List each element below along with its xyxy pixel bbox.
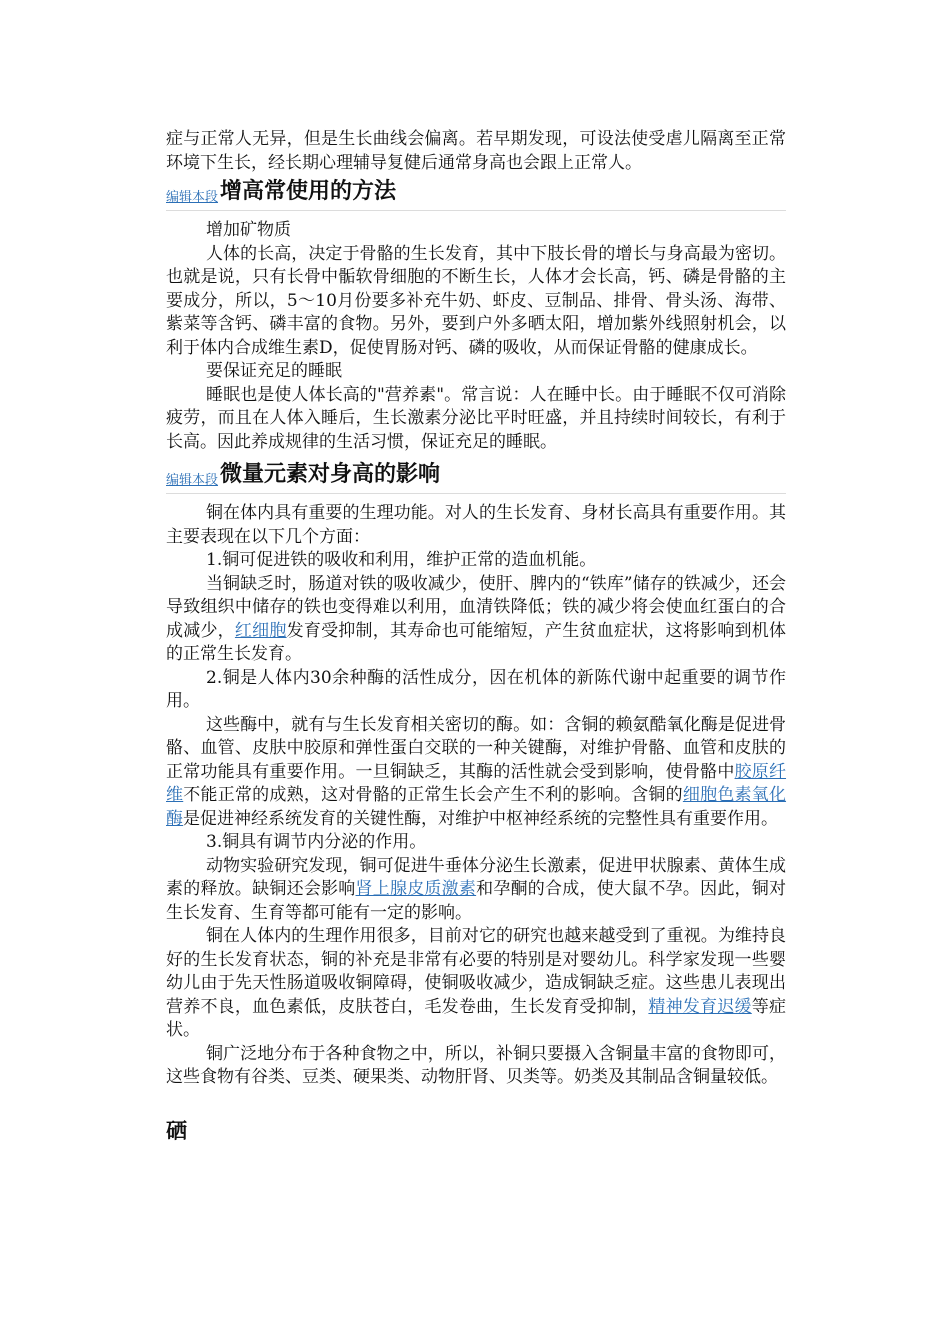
paragraph-copper-enzymes: 这些酶中，就有与生长发育相关密切的酶。如：含铜的赖氨酷氧化酶是促进骨骼、血管、皮肤中胶原和弹性蛋白交联的一种关键酶，对维护骨骼、血管和皮肤的正常功能具有重要作用。一旦铜缺乏，其酶的活性就会受到影响，使骨骼中胶原纤维不能正常的成熟，这对骨骼的正常生长会产生不利的影响。含铜的细胞色素氧化酶是促进神经系统发育的关键性酶，对维护中枢神经系统的完整性具有重要作用。 xyxy=(166,714,787,829)
section-header-trace-elements xyxy=(166,460,786,494)
list-item-copper-3: 3.铜具有调节内分泌的作用。 xyxy=(206,832,427,852)
link-collagen-fiber[interactable]: 胶原纤维 xyxy=(166,761,787,805)
subheading-minerals: 增加矿物质 xyxy=(206,220,291,240)
heading-selenium: 硒 xyxy=(166,1118,187,1143)
edit-section-link[interactable]: 编辑本段 xyxy=(166,473,219,488)
section-header-growth-methods xyxy=(166,177,786,211)
paragraph-copper-iron: 当铜缺乏时，肠道对铁的吸收减少，使肝、脾内的“铁库”储存的铁减少，还会导致组织中储存的铁也变得难以利用，血清铁降低；铁的减少将会使血红蛋白的合成减少，红细胞发育受抑制，其寿命也可能缩短，产生贫血症状，这将影响到机体的正常生长发育。 xyxy=(166,573,787,664)
paragraph-copper-intro: 铜在体内具有重要的生理功能。对人的生长发育、身材长高具有重要作用。其主要表现在以下几个方面： xyxy=(166,503,786,547)
intro-paragraph: 症与正常人无异，但是生长曲线会偏离。若早期发现，可设法使受虐儿隔离至正常环境下生长，经长期心理辅导复健后通常身高也会跟上正常人。 xyxy=(166,129,786,173)
paragraph-copper-endocrine: 动物实验研究发现，铜可促进牛垂体分泌生长激素，促进甲状腺素、黄体生成素的释放。缺铜还会影响肾上腺皮质激素和孕酮的合成，使大鼠不孕。因此，铜对生长发育、生育等都可能有一定的影响。 xyxy=(166,855,787,923)
link-mental-retardation[interactable]: 精神发育迟缓 xyxy=(648,996,752,1017)
paragraph-minerals: 人体的长高，决定于骨骼的生长发育，其中下肢长骨的增长与身高最为密切。也就是说，只有长骨中骺软骨细胞的不断生长，人体才会长高，钙、磷是骨骼的主要成分，所以，5～10月份要多补充牛奶、虾皮、豆制品、排骨、骨头汤、海带、紫菜等含钙、磷丰富的食物。另外，要到户外多晒太阳，增加紫外线照射机会，以利于体内合成维生素D，促使胃肠对钙、磷的吸收，从而保证骨骼的健康成长。 xyxy=(166,243,786,358)
paragraph-copper-research: 铜在人体内的生理作用很多，目前对它的研究也越来越受到了重视。为维持良好的生长发育状态，铜的补充是非常有必要的特别是对婴幼儿。科学家发现一些婴幼儿由于先天性肠道吸收铜障碍，使铜吸收减少，造成铜缺乏症。这些患儿表现出营养不良，血色素低，皮肤苍白，毛发卷曲，生长发育受抑制，精神发育迟缓等症状。 xyxy=(166,926,787,1040)
paragraph-copper-foods: 铜广泛地分布于各种食物之中，所以，补铜只要摄入含铜量丰富的食物即可，这些食物有谷类、豆类、硬果类、动物肝肾、贝类等。奶类及其制品含铜量较低。 xyxy=(166,1043,786,1087)
section-title: 增高常使用的方法 xyxy=(220,179,397,204)
list-item-copper-2: 2.铜是人体内30余种酶的活性成分，因在机体的新陈代谢中起重要的调节作用。 xyxy=(166,667,786,711)
paragraph-sleep: 睡眠也是使人体长高的"营养素"。常言说：人在睡中长。由于睡眠不仅可消除疲劳，而且在人体入睡后，生长激素分泌比平时旺盛，并且持续时间较长，有利于长高。因此养成规律的生活习惯，保证充足的睡眠。 xyxy=(166,384,786,452)
article-body xyxy=(166,128,786,1143)
section-title: 微量元素对身高的影响 xyxy=(220,462,441,487)
list-item-copper-1: 1.铜可促进铁的吸收和利用，维护正常的造血机能。 xyxy=(206,550,597,570)
link-cytochrome-oxidase[interactable]: 细胞色素氧化酶 xyxy=(166,785,787,829)
link-red-blood-cell[interactable]: 红细胞 xyxy=(234,620,287,641)
link-adrenocortical-hormone[interactable]: 肾上腺皮质激素 xyxy=(355,879,477,899)
subheading-sleep: 要保证充足的睡眠 xyxy=(206,361,342,381)
edit-section-link[interactable]: 编辑本段 xyxy=(166,190,219,205)
